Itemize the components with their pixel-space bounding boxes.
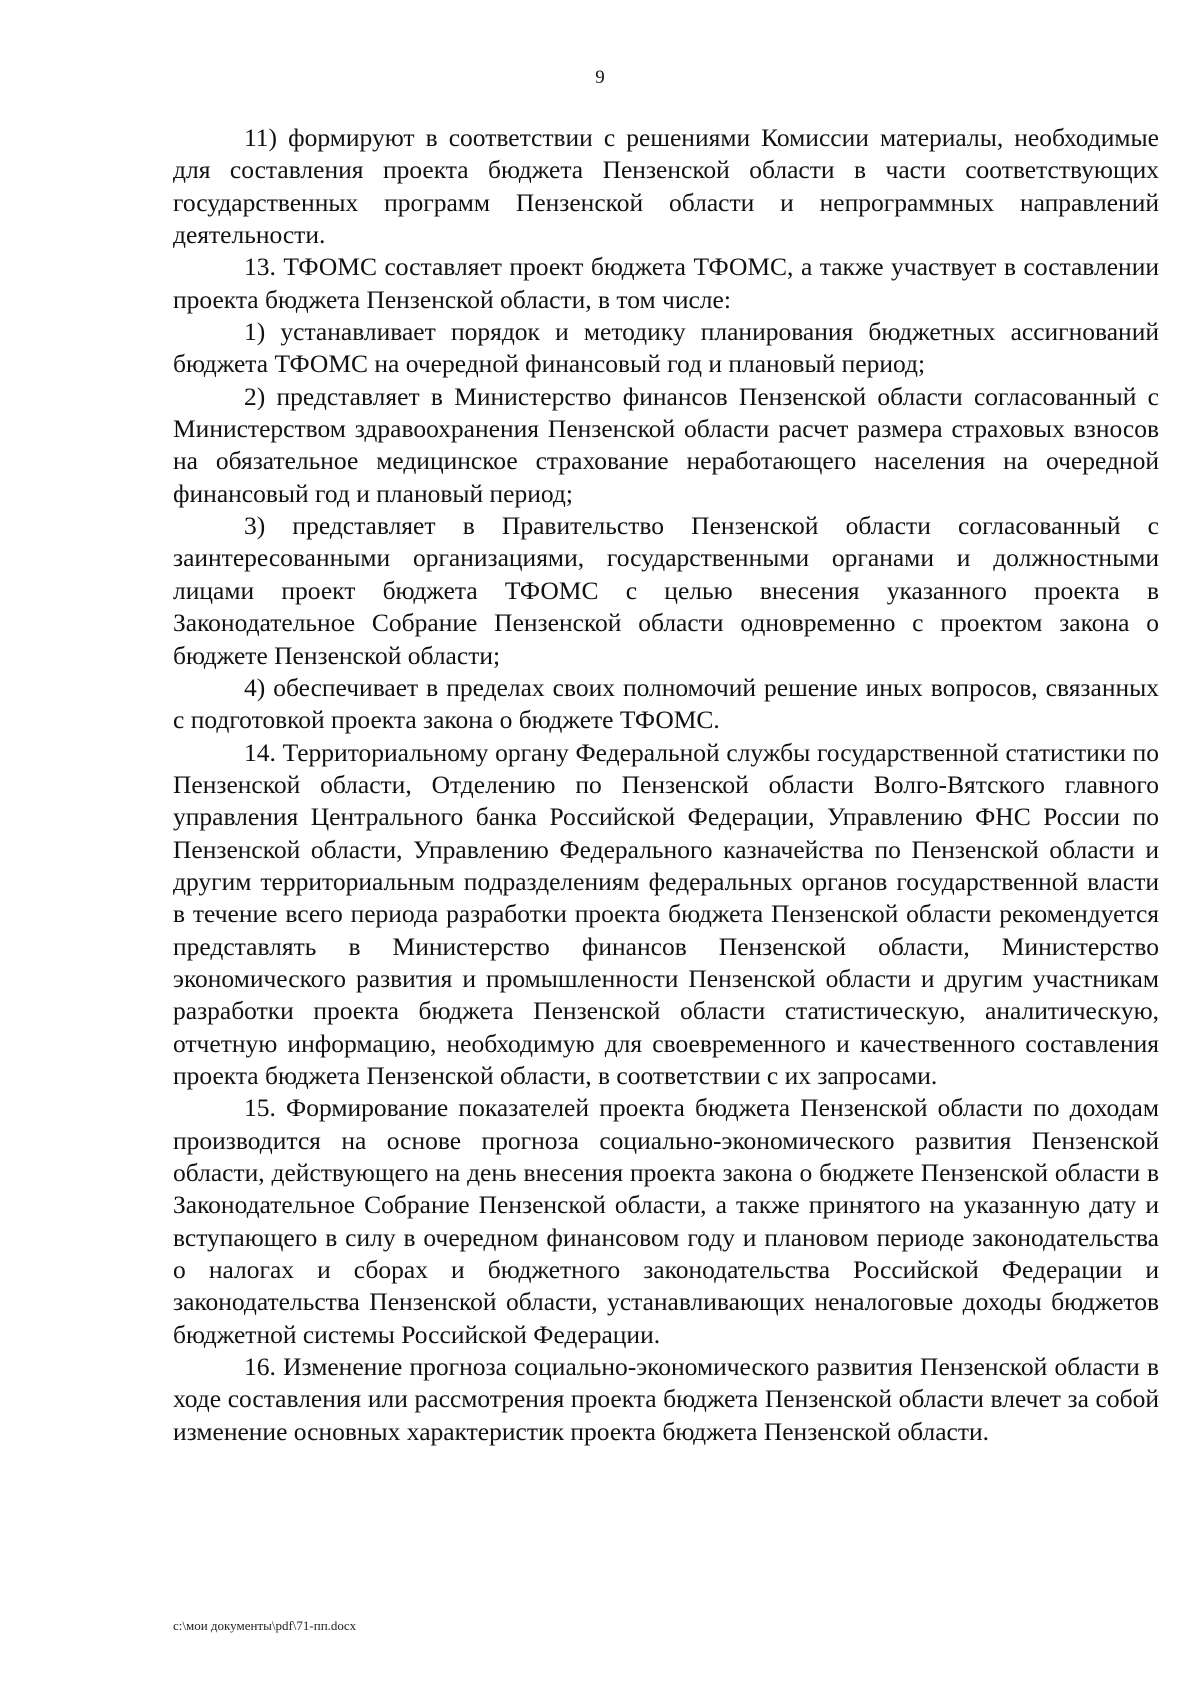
paragraph-item-1: 1) устанавливает порядок и методику планирования бюджетных ассигнований бюджета ТФОМС на очередной финансовый год и плановый период;: [173, 317, 1159, 379]
paragraph-clause-16: 16. Изменение прогноза социально-экономического развития Пензенской области в ходе составления или рассмотрения проекта бюджета Пензенской области влечет за собой изменение основных характеристик проекта бюджета Пензенской области.: [173, 1352, 1159, 1446]
paragraph-clause-15: 15. Формирование показателей проекта бюджета Пензенской области по доходам производится на основе прогноза социально-экономического развития Пензенской области, действующего на день внесения проекта закона о бюджете Пензенской области в Законодательное Собрание Пензенской области, а также принятого на указанную дату и вступающего в силу в очередном финансовом году и плановом периоде законодательства о налогах и сборах и бюджетного законодательства Российской Федерации и законодательства Пензенской области, устанавливающих неналоговые доходы бюджетов бюджетной системы Российской Федерации.: [173, 1093, 1159, 1349]
footer-file-path: c:\мои документы\pdf\71-пп.docx: [173, 1618, 357, 1633]
paragraph-clause-14: 14. Территориальному органу Федеральной службы государственной статистики по Пензенской области, Отделению по Пензенской области Волго-Вятского главного управления Центрального банка Российской Федерации, Управлению ФНС России по Пензенской области, Управлению Федерального казначейства по Пензенской области и другим территориальным подразделениям федеральных органов государственной власти в течение всего периода разработки проекта бюджета Пензенской области рекомендуется представлять в Министерство финансов Пензенской области, Министерство экономического развития и промышленности Пензенской области и другим участникам разработки проекта бюджета Пензенской области статистическую, аналитическую, отчетную информацию, необходимую для своевременного и качественного составления проекта бюджета Пензенской области, в соответствии с их запросами.: [173, 737, 1159, 1090]
paragraph-item-2: 2) представляет в Министерство финансов Пензенской области согласованный с Министерством здравоохранения Пензенской области расчет размера страховых взносов на обязательное медицинское страхование неработающего населения на очередной финансовый год и плановый период;: [173, 381, 1159, 508]
paragraph-item-11: 11) формируют в соответствии с решениями Комиссии материалы, необходимые для составления проекта бюджета Пензенской области в части соответствующих государственных программ Пензенской области и непрограммных направлений деятельности.: [173, 123, 1159, 250]
paragraph-item-3: 3) представляет в Правительство Пензенской области согласованный с заинтересованными организациями, государственными органами и должностными лицами проект бюджета ТФОМС с целью внесения указанного проекта в Законодательное Собрание Пензенской области одновременно с проектом закона о бюджете Пензенской области;: [173, 511, 1159, 670]
paragraph-clause-13: 13. ТФОМС составляет проект бюджета ТФОМС, а также участвует в составлении проекта бюджета Пензенской области, в том числе:: [173, 252, 1159, 314]
document-body: [173, 122, 1159, 1448]
paragraph-item-4: 4) обеспечивает в пределах своих полномочий решение иных вопросов, связанных с подготовкой проекта закона о бюджете ТФОМС.: [173, 672, 1159, 735]
page-number: 9: [595, 67, 605, 88]
